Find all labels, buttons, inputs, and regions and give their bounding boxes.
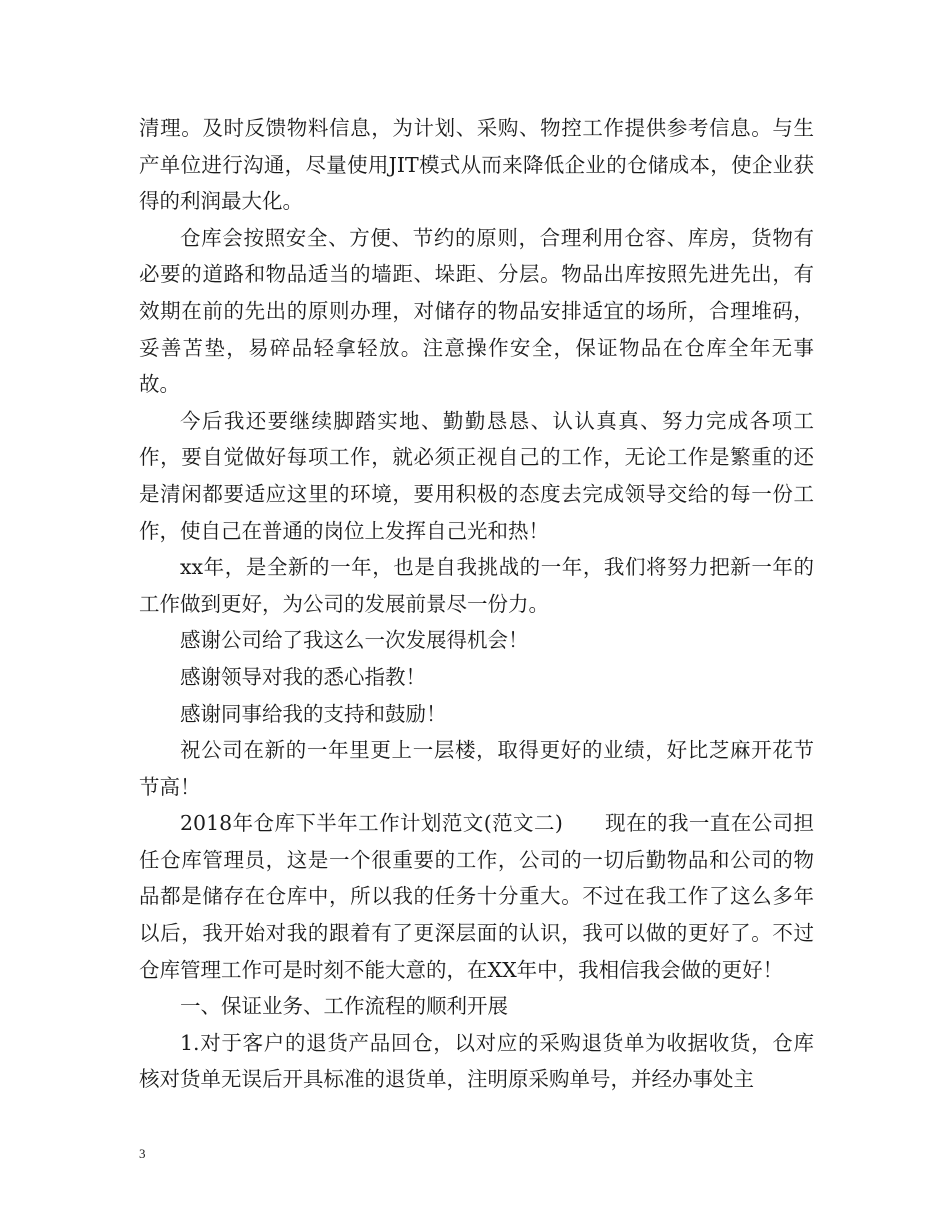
- paragraph-warehouse-principles: 仓库会按照安全、方便、节约的原则，合理利用仓容、库房，货物有必要的道路和物品适当的墙距、垛距、分层。物品出库按照先进先出，有效期在前的先出的原则办理，对储存的物品安排适宜的场所，合理堆码，妥善苫垫，易碎品轻拿轻放。注意操作安全，保证物品在仓库全年无事故。: [139, 225, 814, 397]
- paragraph-new-year: xx年，是全新的一年，也是自我挑战的一年，我们将努力把新一年的工作做到更好，为公司的发展前景尽一份力。: [139, 555, 814, 616]
- paragraph-sample-two: 2018年仓库下半年工作计划范文(范文二) 现在的我一直在公司担任仓库管理员，这是一个很重要的工作，公司的一切后勤物品和公司的物品都是储存在仓库中，所以我的任务十分重大。不过在我工作了这么多年以后，我开始对我的跟着有了更深层面的认识，我可以做的更好了。不过仓库管理工作可是时刻不能大意的，在XX年中，我相信我会做的更好！: [139, 811, 814, 982]
- paragraph-future-work: 今后我还要继续脚踏实地、勤勤恳恳、认认真真、努力完成各项工作，要自觉做好每项工作，就必须正视自己的工作，无论工作是繁重的还是清闲都要适应这里的环境，要用积极的态度去完成领导交给的每一份工作，使自己在普通的岗位上发挥自己光和热！: [139, 408, 814, 543]
- paragraph-thanks-company: 感谢公司给了我这么一次发展得机会！: [180, 628, 529, 653]
- paragraph-continuation: 清理。及时反馈物料信息，为计划、采购、物控工作提供参考信息。与生产单位进行沟通，尽量使用JIT模式从而来降低企业的仓储成本，使企业获得的利润最大化。: [139, 116, 814, 214]
- page-number: 3: [139, 1146, 146, 1161]
- section-heading: 一、保证业务、工作流程的顺利开展: [180, 994, 508, 1019]
- paragraph-wishes: 祝公司在新的一年里更上一层楼，取得更好的业绩，好比芝麻开花节节高！: [139, 738, 814, 799]
- document-body: [139, 110, 814, 1098]
- paragraph-returns: 1.对于客户的退货产品回仓，以对应的采购退货单为收据收货，仓库核对货单无误后开具标准的退货单，注明原采购单号，并经办事处主: [139, 1030, 814, 1092]
- paragraph-thanks-leaders: 感谢领导对我的悉心指教！: [180, 664, 426, 689]
- paragraph-thanks-colleagues: 感谢同事给我的支持和鼓励！: [180, 701, 447, 726]
